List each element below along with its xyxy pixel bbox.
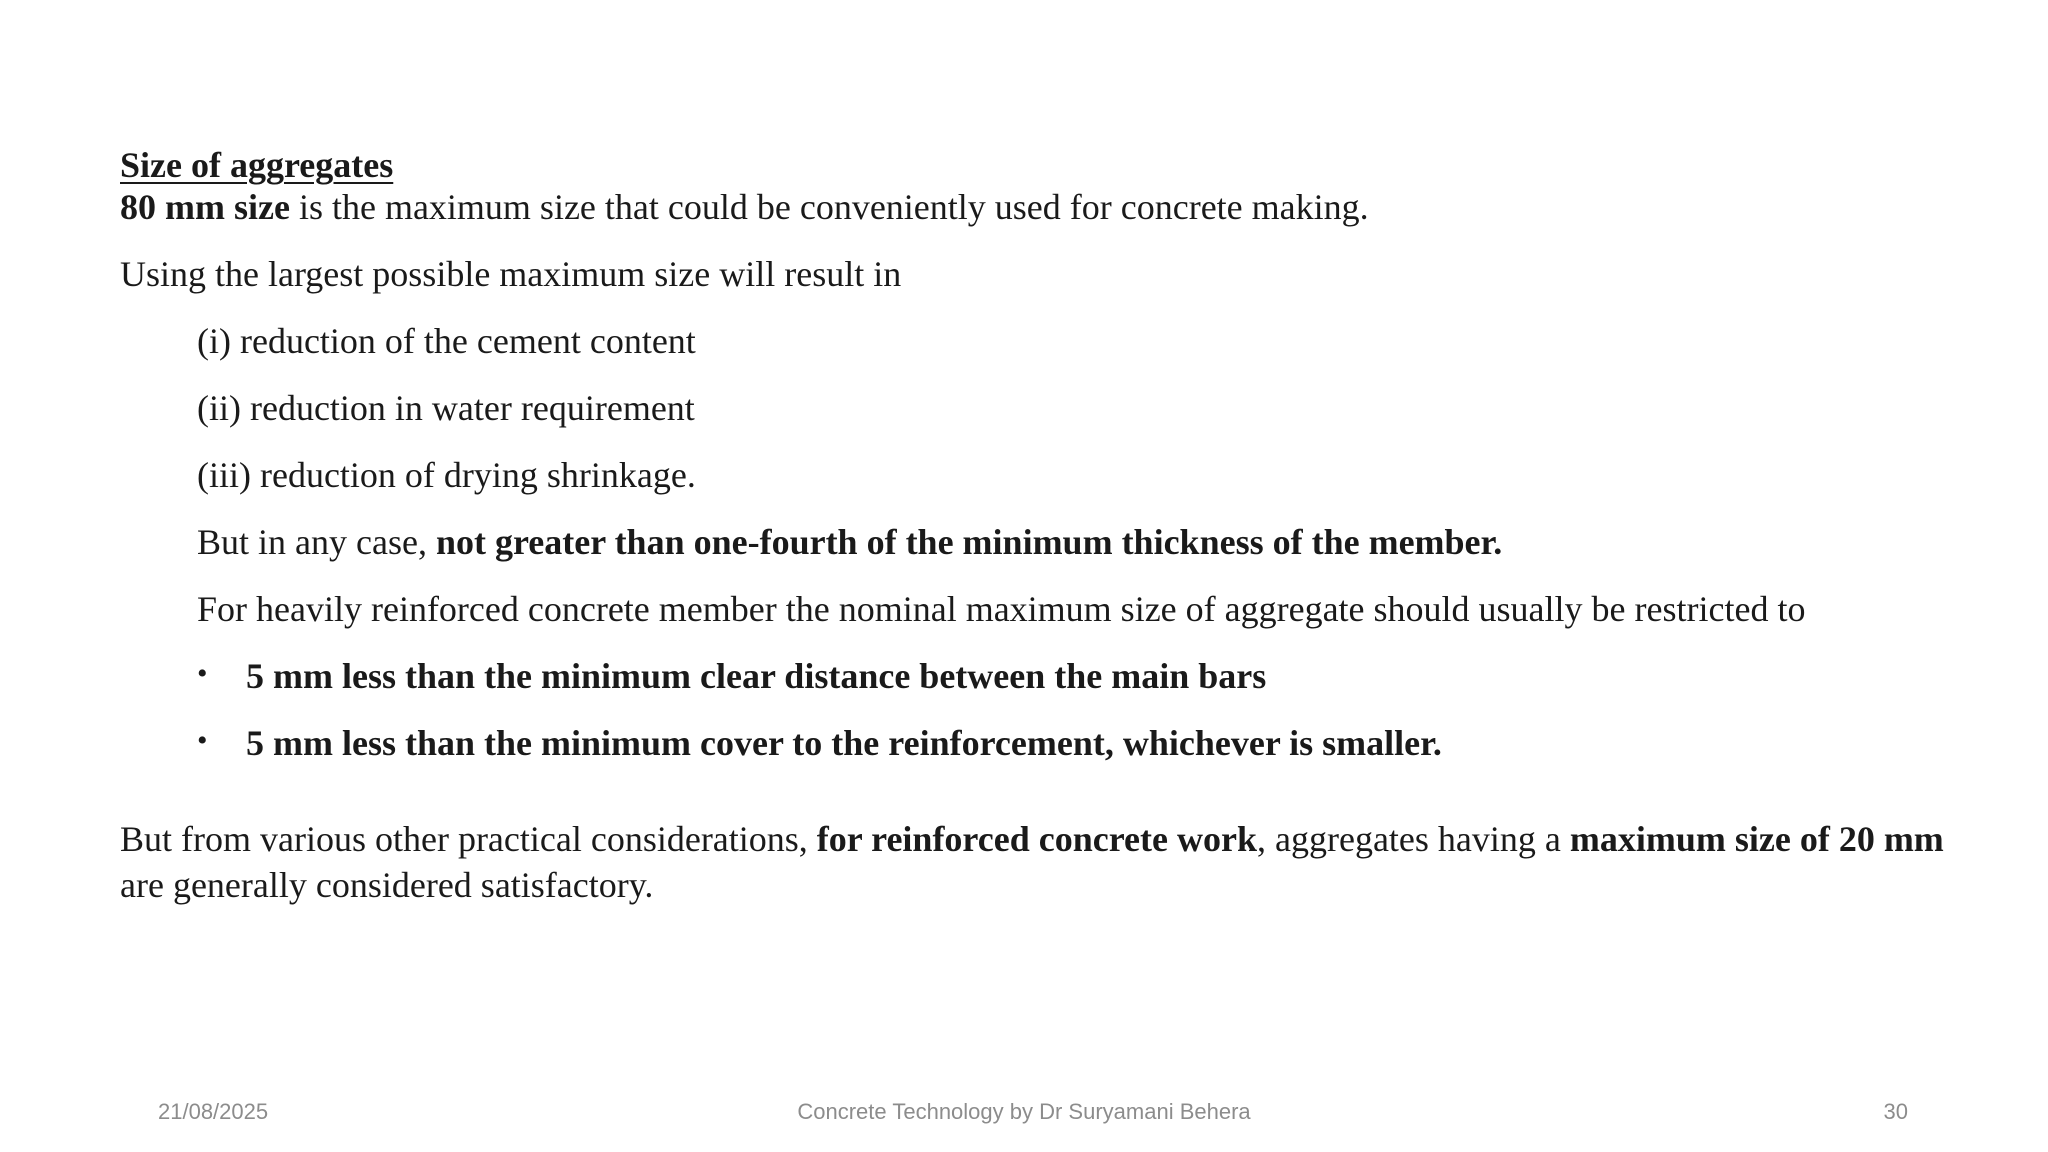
footer-date: 21/08/2025 xyxy=(158,1099,269,1124)
heavy-reinforced-statement: For heavily reinforced concrete member the nominal maximum size of aggregate should usually be restricted to xyxy=(197,589,1806,629)
bullet-text: 5 mm less than the minimum cover to the reinforcement, whichever is smaller. xyxy=(246,723,1442,763)
bullet-item-clear-distance xyxy=(120,655,1960,697)
conclusion-part3: are generally considered satisfactory. xyxy=(120,865,654,905)
slide-title: Size of aggregates xyxy=(120,145,394,185)
slide-body xyxy=(120,144,1960,908)
max-size-text: is the maximum size that could be conveniently used for concrete making. xyxy=(289,187,1369,227)
conclusion-paragraph xyxy=(120,816,1960,908)
page-number: 30 xyxy=(1883,1099,1908,1124)
list-item-water: (ii) reduction in water requirement xyxy=(197,388,695,428)
conclusion-part1: But from various other practical considerations, xyxy=(120,819,817,859)
conclusion-part2: , aggregates having a xyxy=(1257,819,1570,859)
conclusion-bold1: for reinforced concrete work xyxy=(816,819,1257,859)
bullet-icon: • xyxy=(197,657,208,690)
bullet-item-cover xyxy=(120,722,1960,764)
max-size-statement xyxy=(120,186,1960,228)
case-bold: not greater than one-fourth of the minimum thickness of the member. xyxy=(435,522,1503,562)
list-item-cement: (i) reduction of the cement content xyxy=(197,321,696,361)
case-prefix: But in any case, xyxy=(197,522,436,562)
case-statement xyxy=(120,521,1960,563)
footer-title: Concrete Technology by Dr Suryamani Behera xyxy=(797,1099,1251,1124)
bullet-text: 5 mm less than the minimum clear distance between the main bars xyxy=(246,656,1267,696)
max-size-bold: 80 mm size xyxy=(120,187,290,227)
conclusion-bold2: maximum size of 20 mm xyxy=(1569,819,1944,859)
list-item-shrinkage: (iii) reduction of drying shrinkage. xyxy=(197,455,696,495)
result-intro: Using the largest possible maximum size will result in xyxy=(120,254,902,294)
bullet-icon: • xyxy=(197,724,208,757)
